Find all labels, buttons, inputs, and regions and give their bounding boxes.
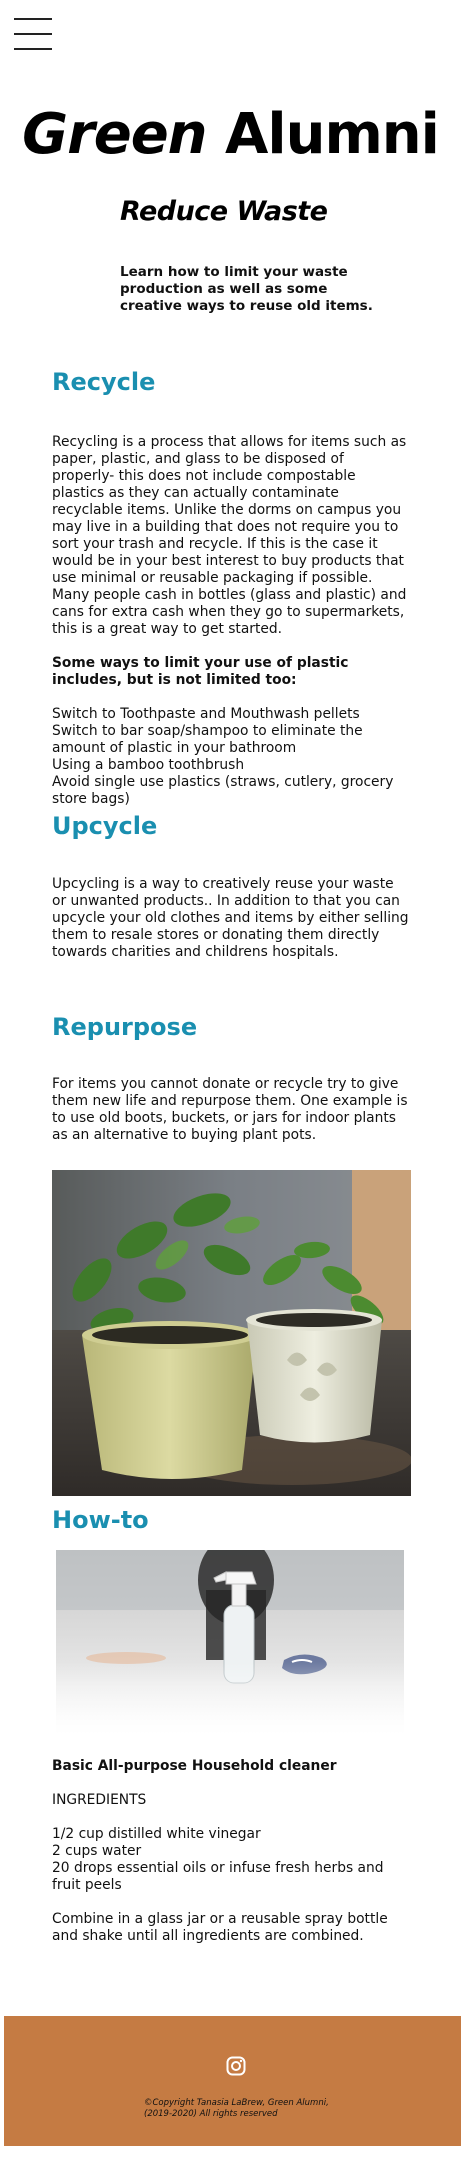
recycle-paragraph: Recycling is a process that allows for items such as paper, plastic, and glass to be disposed of properly- this does not include compostable plastics as they can actually contaminate recyclable items. Unlike the dorms on campus you may live in a building that does not require you to sort your trash and recycle. If this is the case it would be in your best interest to buy products that use minimal or reusable packaging if possible. Many people cash in bottles (glass and plastic) and cans for extra cash when they go to supermarkets, this is a great way to get started. — [52, 434, 407, 637]
ingredient-item: 2 cups water — [52, 1843, 142, 1859]
ingredients-label: INGREDIENTS — [52, 1792, 147, 1808]
recycle-heading: Recycle — [52, 368, 156, 396]
site-title-italic: Green — [22, 102, 207, 167]
recycle-way: Switch to bar soap/shampoo to eliminate the amount of plastic in your bathroom — [52, 723, 363, 756]
plant-pots-image — [52, 1170, 411, 1496]
site-footer — [4, 2016, 461, 2146]
menu-icon[interactable] — [14, 18, 54, 56]
instagram-icon[interactable] — [226, 2056, 246, 2076]
repurpose-paragraph: For items you cannot donate or recycle try to give them new life and repurpose them. One example is to use old boots, buckets, or jars for indoor plants as an alternative to buying plant pots. — [52, 1076, 408, 1143]
recycle-way: Using a bamboo toothbrush — [52, 757, 245, 773]
ingredient-item: 20 drops essential oils or infuse fresh herbs and fruit peels — [52, 1860, 384, 1893]
upcycle-heading: Upcycle — [52, 812, 158, 840]
recycle-section — [52, 434, 410, 808]
spray-bottle-image — [56, 1550, 404, 1736]
recycle-ways-intro: Some ways to limit your use of plastic includes, but is not limited too: — [52, 655, 349, 688]
recycle-way: Switch to Toothpaste and Mouthwash pellets — [52, 706, 360, 722]
intro-text: Learn how to limit your waste production as well as some creative ways to reuse old items. — [120, 264, 373, 314]
recipe-instructions: Combine in a glass jar or a reusable spray bottle and shake until all ingredients are combined. — [52, 1911, 388, 1944]
copyright-text — [144, 2098, 344, 2120]
recipe-title: Basic All-purpose Household cleaner — [52, 1758, 337, 1774]
ingredient-item: 1/2 cup distilled white vinegar — [52, 1826, 261, 1842]
site-title — [0, 102, 461, 167]
upcycle-paragraph: Upcycling is a way to creatively reuse your waste or unwanted products.. In addition to that you can upcycle your old clothes and items by either selling them to resale stores or donating them directly towards charities and childrens hospitals. — [52, 876, 409, 960]
copyright-line: ©Copyright Tanasia LaBrew, Green Alumni, — [144, 2098, 329, 2108]
recycle-way: Avoid single use plastics (straws, cutlery, grocery store bags) — [52, 774, 394, 807]
site-title-rest: Alumni — [206, 102, 439, 167]
howto-heading: How-to — [52, 1506, 149, 1534]
recipe-section — [52, 1758, 412, 1945]
copyright-line: (2019-2020) All rights reserved — [144, 2109, 278, 2119]
page-subtitle: Reduce Waste — [120, 196, 328, 227]
repurpose-heading: Repurpose — [52, 1013, 198, 1041]
